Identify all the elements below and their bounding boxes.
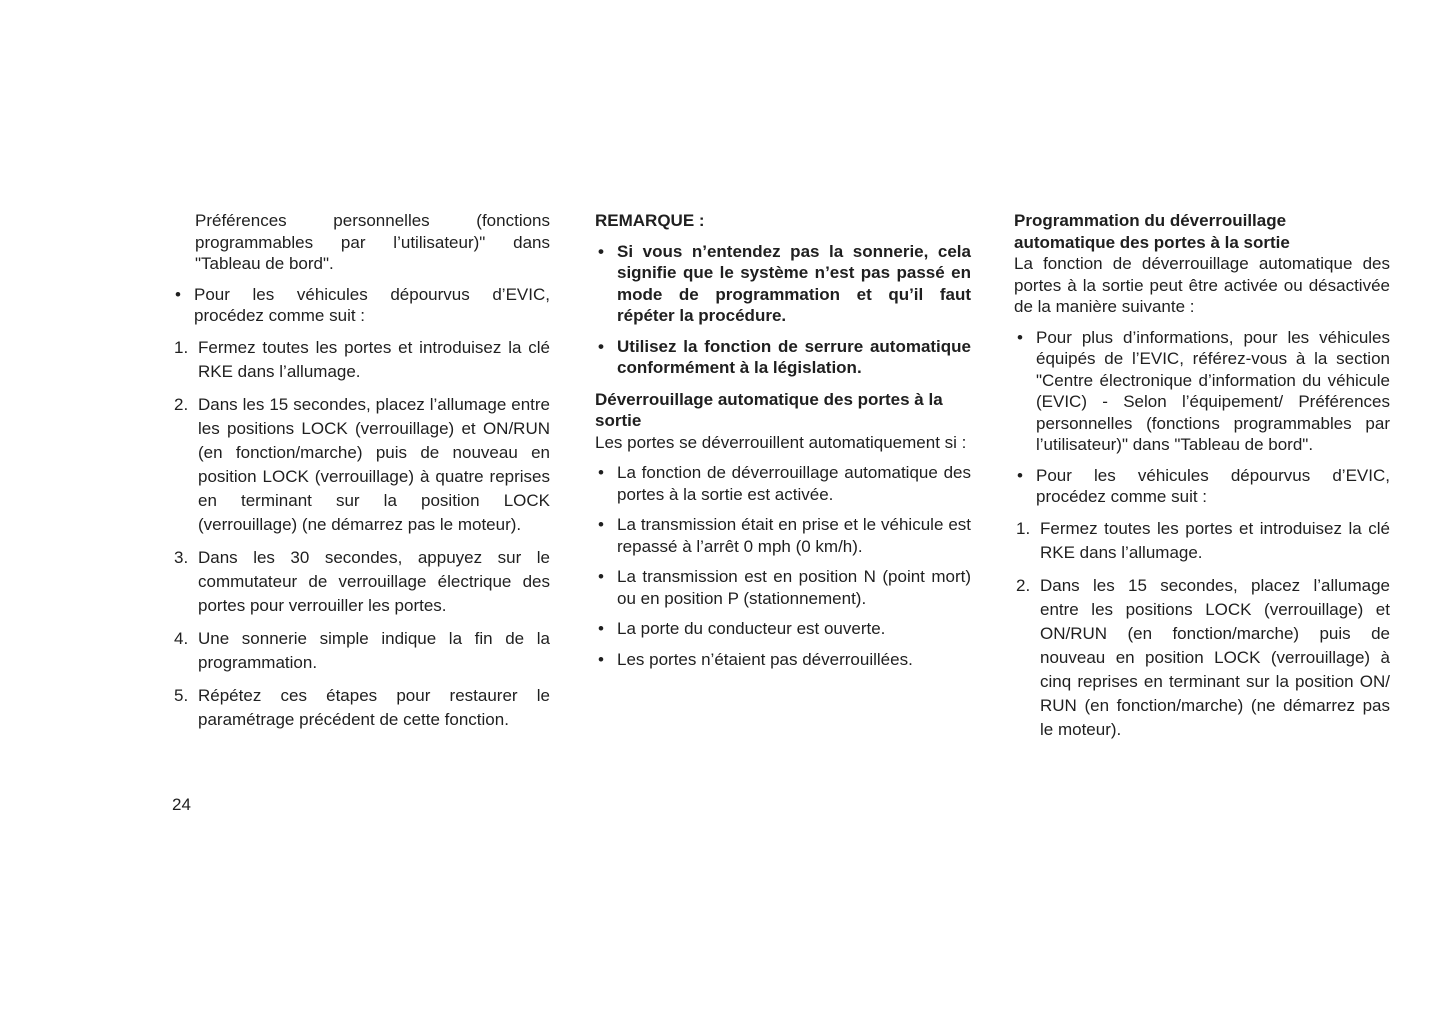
step-item: [172, 546, 550, 618]
step-number: 2.: [1016, 575, 1031, 595]
bullet-icon: •: [598, 241, 604, 261]
list-item-text: Pour les véhicules dépourvus d’EVIC, procédez comme suit :: [1036, 465, 1390, 506]
bullet-icon: •: [598, 619, 604, 638]
bullet-icon: •: [598, 336, 604, 356]
section-heading: Programmation du déverrouillage automatique des portes à la sortie: [1014, 211, 1290, 252]
step-number: 1.: [1016, 518, 1031, 538]
step-number: 4.: [174, 628, 189, 648]
step-text: Dans les 15 secondes, placez l’allumage entre les positions LOCK (verrouillage) et ON/RUN (en fonction/marche) puis de nouveau en position LOCK (verrouillage) à quatre reprises en terminant sur la position LOCK (verrouillage) (ne démarrez pas le moteur).: [198, 394, 550, 534]
list-item: [595, 618, 971, 640]
list-item: [595, 566, 971, 609]
list-item: [1014, 327, 1390, 456]
bullet-icon: •: [598, 567, 604, 586]
list-item-text: Pour les véhicules dépourvus d’EVIC, procédez comme suit :: [194, 284, 550, 325]
list-item-text: Les portes n’étaient pas déverrouillées.: [617, 649, 913, 669]
step-item: [172, 627, 550, 675]
step-text: Dans les 15 secondes, placez l’allumage entre les positions LOCK (verrouillage) et ON/RUN (en fonction/marche) puis de nouveau en position LOCK (verrouillage) à cinq reprises en terminant sur la position ON/ RUN (en fonction/marche) (ne démarrez pas le moteur).: [1040, 575, 1390, 739]
list-item: [1014, 465, 1390, 508]
step-item: [172, 393, 550, 537]
bullet-icon: •: [175, 284, 181, 304]
note-item: [595, 336, 971, 379]
step-text: Répétez ces étapes pour restaurer le paramétrage précédent de cette fonction.: [198, 685, 550, 729]
bullet-icon: •: [598, 649, 604, 669]
step-item: [172, 684, 550, 732]
list-item-text: Pour plus d’informations, pour les véhicules équipés de l’EVIC, référez-vous à la section "Centre électronique d’information du véhicule (EVIC) - Selon l’équipement/ Préférences personnelles (fonctions programmables par l’utilisateur)" dans "Tableau de bord".: [1036, 327, 1390, 454]
step-item: [1014, 574, 1390, 742]
column-middle: [595, 210, 971, 670]
list-item: [595, 514, 971, 557]
column-left: [172, 210, 550, 732]
list-item-text: La transmission était en prise et le véhicule est repassé à l’arrêt 0 mph (0 km/h).: [617, 515, 971, 556]
bullet-icon: •: [1017, 327, 1023, 347]
section-intro: Les portes se déverrouillent automatiquement si :: [595, 432, 967, 452]
step-number: 5.: [174, 685, 189, 705]
column-right: [1014, 210, 1390, 742]
continuation-text: Préférences personnelles (fonctions programmables par l’utilisateur)" dans "Tableau de bord".: [195, 211, 550, 273]
note-item: [595, 241, 971, 327]
step-item: [1014, 517, 1390, 565]
note-text: Utilisez la fonction de serrure automatique conformément à la législation.: [617, 336, 971, 377]
list-item: [595, 462, 971, 505]
step-text: Fermez toutes les portes et introduisez la clé RKE dans l’allumage.: [198, 337, 550, 381]
step-number: 1.: [174, 337, 189, 357]
page-number: 24: [172, 795, 191, 814]
step-number: 3.: [174, 547, 189, 567]
section-heading: Déverrouillage automatique des portes à la sortie: [595, 389, 943, 430]
bullet-icon: •: [1017, 465, 1023, 485]
note-text: Si vous n’entendez pas la sonnerie, cela signifie que le système n’est pas passé en mode de programmation et qu’il faut répéter la procédure.: [617, 241, 971, 325]
list-item-text: La fonction de déverrouillage automatique des portes à la sortie est activée.: [617, 463, 971, 504]
bullet-icon: •: [598, 515, 604, 534]
list-item-text: La porte du conducteur est ouverte.: [617, 619, 886, 638]
section-intro: La fonction de déverrouillage automatique des portes à la sortie peut être activée ou désactivée de la manière suivante :: [1014, 254, 1390, 316]
step-text: Dans les 30 secondes, appuyez sur le commutateur de verrouillage électrique des portes pour verrouiller les portes.: [198, 547, 550, 615]
note-title: REMARQUE :: [595, 211, 705, 230]
step-text: Une sonnerie simple indique la fin de la programmation.: [198, 628, 550, 672]
list-item: [172, 284, 550, 327]
step-item: [172, 336, 550, 384]
list-item-text: La transmission est en position N (point mort) ou en position P (stationnement).: [617, 567, 971, 608]
step-text: Fermez toutes les portes et introduisez la clé RKE dans l’allumage.: [1040, 518, 1390, 562]
step-number: 2.: [174, 394, 189, 414]
list-item: [595, 649, 971, 671]
bullet-icon: •: [598, 463, 604, 482]
